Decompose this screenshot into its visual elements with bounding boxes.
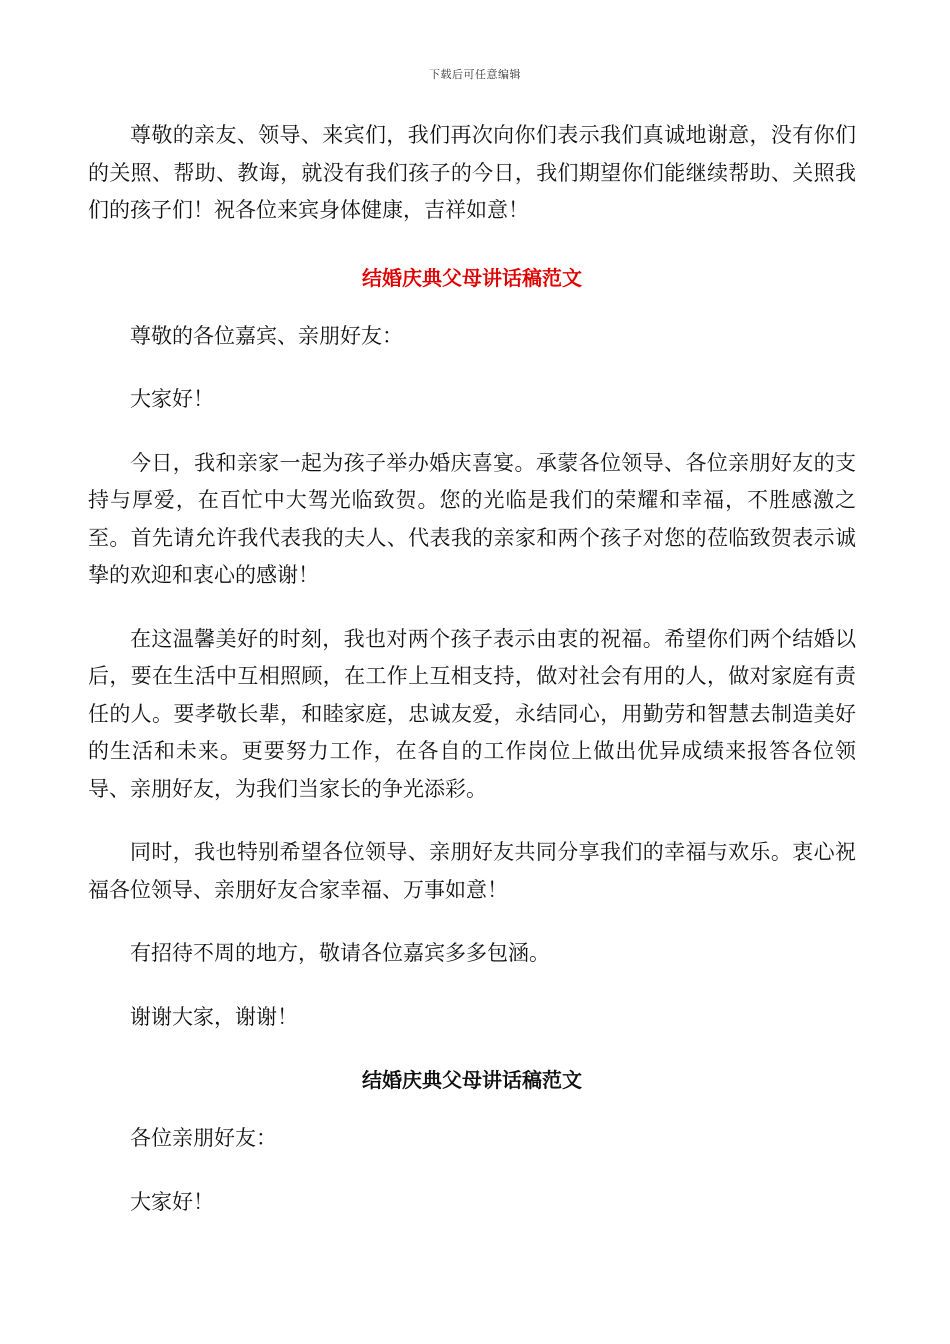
section-heading-black: 结婚庆典父母讲话稿范文 [362,1068,582,1092]
apology-paragraph: 有招待不周的地方，敬请各位嘉宾多多包涵。 [130,941,550,965]
blessing-paragraph: 在这温馨美好的时刻，我也对两个孩子表示由衷的祝福。希望你们两个结婚以后，要在生活中互相照顾，在工作上互相支持，做对社会有用的人，做对家庭有责任的人。要孝敬长辈，和睦家庭，忠诚友爱，永结同心，用勤劳和智慧去制造美好的生活和未来。更要努力工作，在各自的工作岗位上做出优异成绩来报答各位领导、亲朋好友，为我们当家长的争光添彩。 [88,626,856,801]
download-note: 下载后可任意编辑 [429,68,521,81]
salutation-paragraph: 尊敬的各位嘉宾、亲朋好友： [130,323,403,348]
section-heading-red: 结婚庆典父母讲话稿范文 [362,265,582,290]
share-joy-paragraph: 同时，我也特别希望各位领导、亲朋好友共同分享我们的幸福与欢乐。衷心祝福各位领导、亲朋好友合家幸福、万事如意！ [88,840,856,902]
thanks-paragraph: 谢谢大家，谢谢！ [130,1004,298,1029]
document-body [88,117,856,1247]
intro-paragraph: 尊敬的亲友、领导、来宾们，我们再次向你们表示我们真诚地谢意，没有你们的关照、帮助、教诲，就没有我们孩子的今日，我们期望你们能继续帮助、关照我们的孩子们！祝各位来宾身体健康，吉祥如意！ [88,123,856,222]
greeting-paragraph: 大家好！ [130,387,214,411]
welcome-paragraph: 今日，我和亲家一起为孩子举办婚庆喜宴。承蒙各位领导、各位亲朋好友的支持与厚爱，在百忙中大驾光临致贺。您的光临是我们的荣耀和幸福，不胜感激之至。首先请允许我代表我的夫人、代表我的亲家和两个孩子对您的莅临致贺表示诚挚的欢迎和衷心的感谢！ [88,450,856,587]
second-greeting-paragraph: 大家好！ [130,1189,214,1214]
second-salutation-paragraph: 各位亲朋好友： [130,1126,277,1150]
